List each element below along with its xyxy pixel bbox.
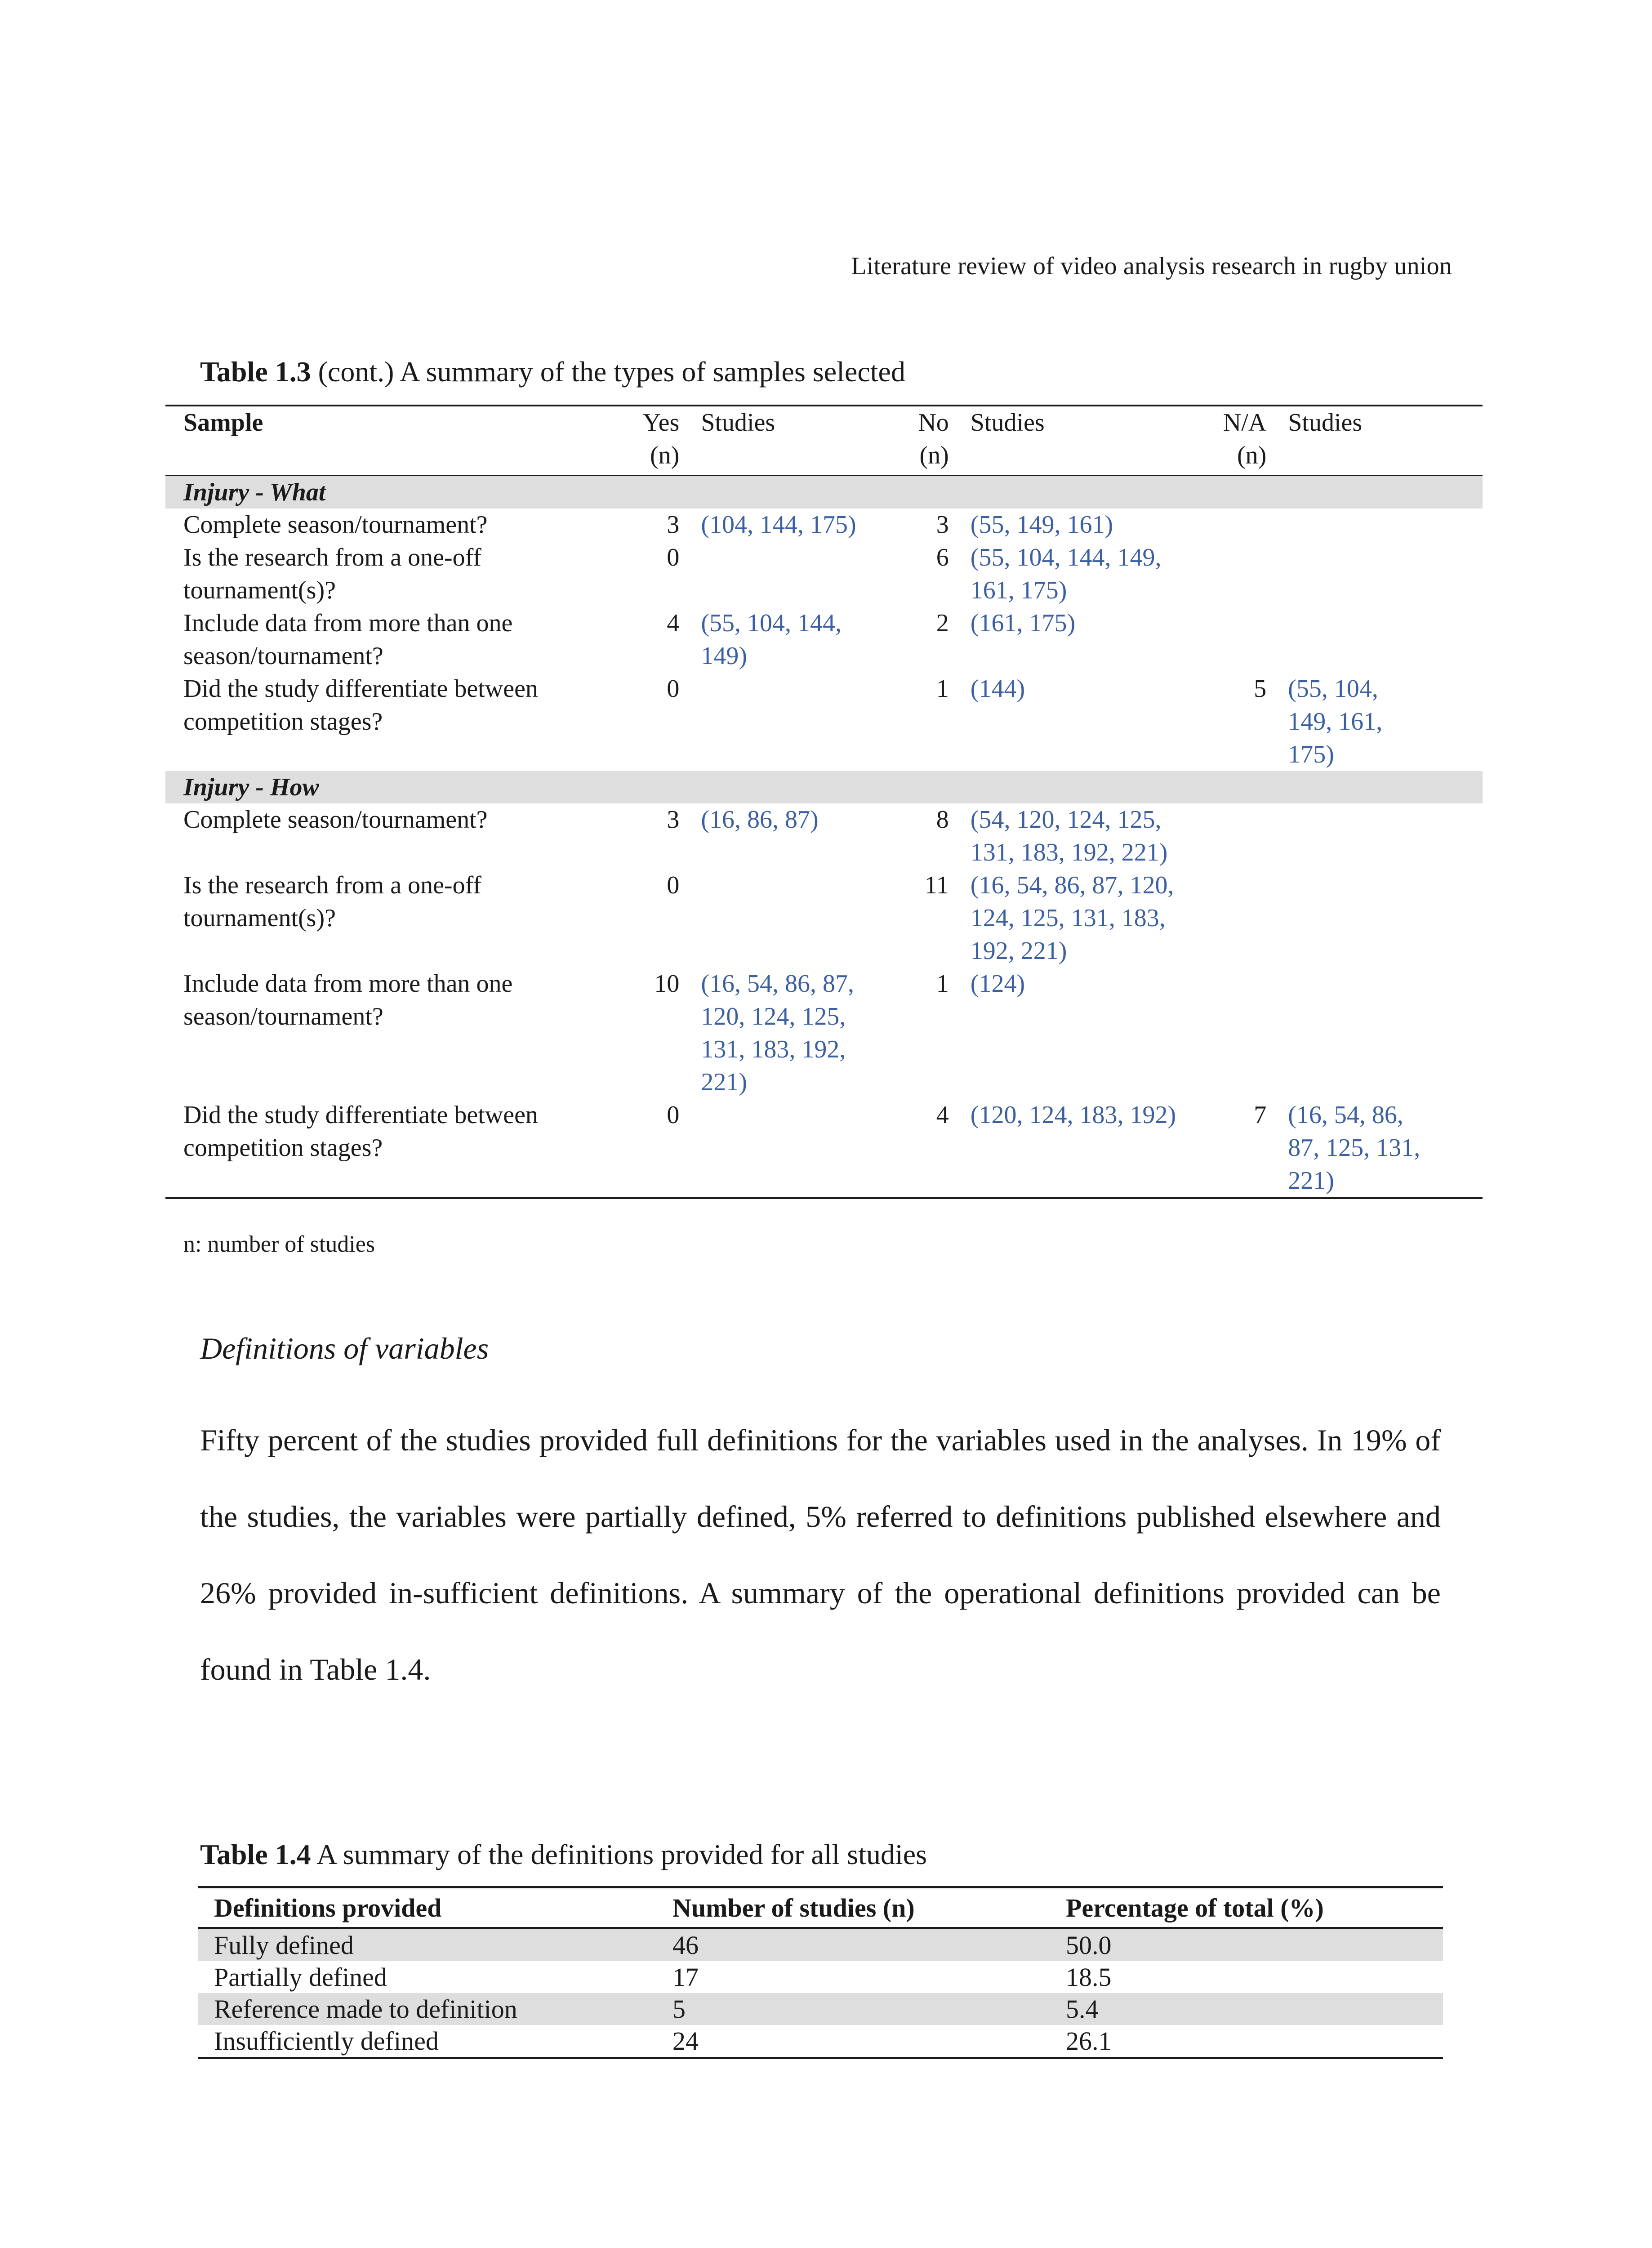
no-count: 6: [936, 544, 949, 571]
table-row: [165, 869, 1483, 968]
body-paragraph: Fifty percent of the studies provided full definitions for the variables used in the analyses. In 19% of the studies, the variables were partially defined, 5% referred to definitions published elsewhere and 26% provided in-sufficient definitions. A summary of the operational definitions provided can be found in Table 1.4.: [200, 1423, 1441, 1686]
yes-references: [701, 1099, 912, 1198]
yes-count: 0: [667, 871, 680, 899]
table-1-3-caption: [200, 355, 905, 388]
header-sample: Sample: [165, 406, 623, 475]
definition-label: Fully defined: [198, 1928, 656, 1962]
no-count: 1: [936, 970, 949, 998]
na-count: [1220, 968, 1288, 1099]
table-row: [165, 803, 1483, 869]
no-count: 11: [924, 871, 949, 899]
percentage: 18.5: [1066, 1963, 1112, 1992]
na-count: [1220, 508, 1288, 541]
table-1-4-caption: [200, 1838, 927, 1871]
header-na: N/A (n): [1220, 406, 1288, 475]
table-row: [165, 607, 1483, 673]
sample-question: Did the study differentiate between competition stages?: [183, 675, 538, 736]
yes-count: 3: [667, 511, 680, 539]
yes-references: (55, 104, 144, 149): [701, 609, 842, 670]
yes-count: 0: [667, 544, 680, 571]
study-count: 24: [656, 2025, 1050, 2058]
study-count: 17: [672, 1963, 699, 1992]
na-references: [1288, 968, 1483, 1099]
table-row: [198, 2025, 1443, 2058]
section-heading: Definitions of variables: [200, 1331, 489, 1365]
table-1-3-label: Table 1.3: [200, 356, 311, 388]
sample-question: Include data from more than one season/tournament?: [183, 970, 513, 1030]
header-definitions: Definitions provided: [198, 1887, 656, 1928]
yes-references: [701, 541, 912, 607]
percentage: 26.1: [1050, 2025, 1443, 2058]
header-studies-yes: Studies: [701, 406, 912, 475]
no-references: (54, 120, 124, 125, 131, 183, 192, 221): [970, 806, 1168, 866]
sample-question: Include data from more than one season/tournament?: [183, 609, 513, 670]
sample-question: Complete season/tournament?: [183, 511, 488, 539]
section-title: Injury - How: [165, 771, 1483, 803]
table-row: [198, 1993, 1443, 2025]
section-row: [165, 771, 1483, 803]
na-references: (55, 104, 149, 161, 175): [1288, 675, 1383, 768]
percentage: 5.4: [1050, 1993, 1443, 2025]
header-studies-no: Studies: [971, 406, 1221, 475]
sample-question: Is the research from a one-off tournament(s)?: [183, 544, 481, 604]
definition-label: Reference made to definition: [198, 1993, 656, 2025]
na-count: [1220, 541, 1288, 607]
study-count: 46: [656, 1928, 1050, 1962]
table-row: [198, 1928, 1443, 1962]
table-row: [165, 1099, 1483, 1198]
na-references: [1288, 607, 1483, 673]
na-count: 7: [1220, 1099, 1288, 1198]
yes-count: 0: [667, 675, 680, 703]
section-row: [165, 476, 1483, 509]
table-1-3-header: [165, 406, 1483, 476]
no-references: (120, 124, 183, 192): [971, 1099, 1221, 1198]
na-references: [1288, 508, 1483, 541]
na-references: [1288, 541, 1483, 607]
na-references: [1288, 803, 1483, 869]
yes-count: 10: [654, 970, 680, 998]
na-references: [1288, 869, 1483, 968]
yes-count: 3: [667, 806, 680, 834]
na-count: [1220, 803, 1288, 869]
table-row: [165, 508, 1483, 541]
no-references: (144): [970, 675, 1025, 703]
table-1-4-title: A summary of the definitions provided for all studies: [311, 1838, 927, 1870]
no-count: 8: [936, 806, 949, 834]
study-count: 5: [656, 1993, 1050, 2025]
section-title: Injury - What: [165, 476, 1483, 509]
yes-references: [701, 673, 912, 771]
percentage: 50.0: [1050, 1928, 1443, 1962]
sample-question: Complete season/tournament?: [183, 806, 488, 834]
table-1-4-label: Table 1.4: [200, 1838, 311, 1870]
yes-count: 4: [667, 609, 680, 637]
no-count: 1: [936, 675, 949, 703]
header-studies-na: Studies: [1288, 406, 1483, 475]
header-no: No (n): [912, 406, 970, 475]
no-references: (55, 149, 161): [970, 511, 1113, 539]
na-count: [1220, 607, 1288, 673]
table-row: [165, 968, 1483, 1099]
no-references: (55, 104, 144, 149, 161, 175): [970, 544, 1162, 604]
running-header: Literature review of video analysis research in rugby union: [851, 252, 1452, 280]
table-1-3-note: n: number of studies: [183, 1231, 375, 1257]
yes-references: [701, 869, 912, 968]
table-1-4: [198, 1886, 1443, 2059]
table-row: [165, 673, 1483, 771]
table-1-3-title: (cont.) A summary of the types of samples selected: [311, 356, 905, 388]
header-percentage: Percentage of total (%): [1050, 1887, 1443, 1928]
na-count: 5: [1254, 675, 1267, 703]
table-row: [165, 541, 1483, 607]
table-1-3: [165, 405, 1483, 1199]
no-references: (161, 175): [970, 609, 1076, 637]
na-references: (16, 54, 86, 87, 125, 131, 221): [1288, 1099, 1483, 1198]
table-1-4-header: [198, 1887, 1443, 1928]
no-references: (16, 54, 86, 87, 120, 124, 125, 131, 183, 192, 221): [970, 871, 1174, 965]
sample-question: Did the study differentiate between competition stages?: [165, 1099, 623, 1198]
header-number: Number of studies (n): [656, 1887, 1050, 1928]
no-count: 2: [936, 609, 949, 637]
yes-references: (16, 86, 87): [701, 806, 819, 834]
yes-references: (104, 144, 175): [701, 511, 856, 539]
definition-label: Partially defined: [214, 1963, 387, 1992]
header-yes: Yes (n): [623, 406, 701, 475]
no-count: 4: [912, 1099, 970, 1198]
definition-label: Insufficiently defined: [198, 2025, 656, 2058]
sample-question: Is the research from a one-off tournament(s)?: [183, 871, 481, 932]
table-row: [198, 1961, 1443, 1993]
no-count: 3: [936, 511, 949, 539]
no-references: (124): [970, 970, 1025, 998]
yes-references: (16, 54, 86, 87, 120, 124, 125, 131, 183, 192, 221): [701, 970, 854, 1096]
yes-count: 0: [623, 1099, 701, 1198]
na-count: [1220, 869, 1288, 968]
